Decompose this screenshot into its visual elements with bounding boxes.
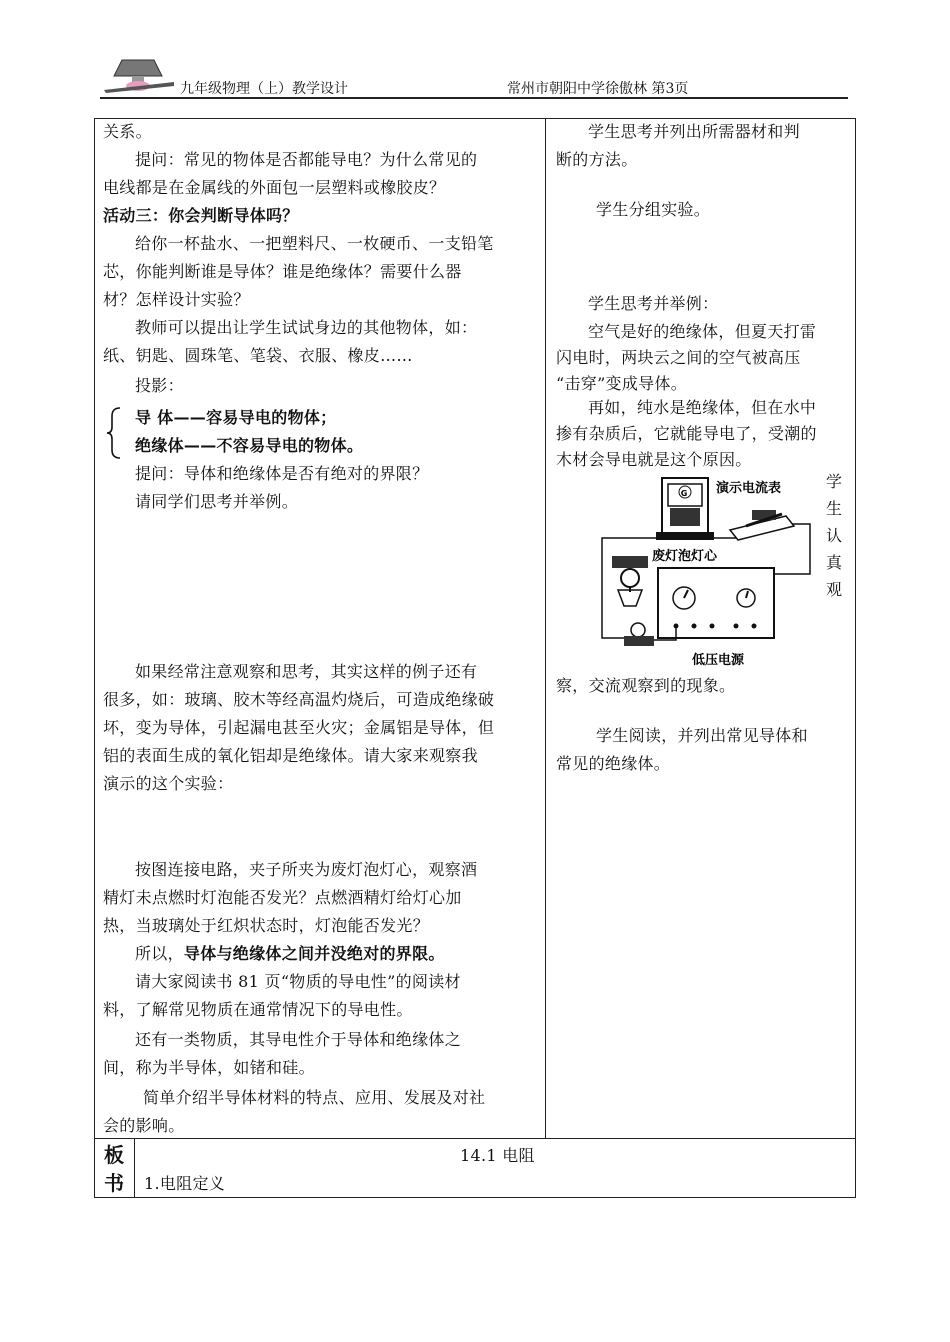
text-line: 教师可以提出让学生试试身边的其他物体，如：	[135, 318, 478, 337]
circuit-diagram	[596, 474, 818, 670]
text-line: 简单介绍半导体材料的特点、应用、发展及对社	[143, 1088, 486, 1107]
text-line: 铝的表面生成的氧化铝却是绝缘体。请大家来观察我	[103, 746, 478, 765]
text-line: 材？怎样设计实验？	[103, 290, 250, 309]
text-line: 精灯未点燃时灯泡能否发光？点燃酒精灯给灯心加	[103, 888, 462, 907]
text-line: 间，称为半导体，如锗和硅。	[103, 1058, 315, 1077]
power-supply-label: 低压电源	[692, 653, 745, 668]
text-line: 提问：导体和绝缘体是否有绝对的界限？	[135, 464, 429, 483]
text-line: 纸、钥匙、圆珠笔、笔袋、衣服、橡皮……	[103, 346, 413, 365]
header-rule	[100, 97, 848, 99]
header-course-title: 九年级物理（上）教学设计	[180, 81, 348, 97]
text-line: 察，交流观察到的现象。	[556, 676, 736, 695]
ammeter-g-label: G	[680, 489, 688, 498]
text-line: 断的方法。	[556, 150, 638, 169]
text-line: 还有一类物质，其导电性介于导体和绝缘体之	[135, 1030, 462, 1049]
text-line: 学生思考并列出所需器材和判	[588, 122, 800, 141]
lamp-logo-icon	[104, 56, 176, 98]
text-line: 常见的绝缘体。	[556, 754, 671, 773]
definition-conductor: 导 体——容易导电的物体；	[135, 408, 337, 427]
text-line: 学生分组实验。	[596, 200, 711, 219]
vertical-char: 认	[825, 526, 842, 545]
text-line: 投影：	[135, 376, 184, 395]
text-line: 给你一杯盐水、一把塑料尺、一枚硬币、一支铅笔	[135, 234, 494, 253]
text-line: “击穿”变成导体。	[556, 374, 688, 393]
text-line	[135, 940, 445, 967]
board-title: 14.1 电阻	[460, 1146, 535, 1165]
vertical-char: 生	[825, 499, 842, 518]
text-line: 木材会导电就是这个原因。	[556, 450, 752, 469]
text-line: 学生阅读，并列出常见导体和	[596, 726, 808, 745]
ammeter-label: 演示电流表	[716, 481, 782, 496]
text-line: 闪电时，两块云之间的空气被高压	[556, 348, 801, 367]
board-label-ban: 板	[104, 1143, 124, 1167]
power-supply-icon	[658, 568, 774, 638]
text-line: 提问：常见的物体是否都能导电？为什么常见的	[135, 150, 478, 169]
definition-insulator: 绝缘体——不容易导电的物体。	[135, 436, 364, 455]
text-span: 所以，	[135, 944, 184, 963]
text-line: 芯，你能判断谁是导体？谁是绝缘体？需要什么器	[103, 262, 462, 281]
vertical-char: 真	[825, 553, 842, 572]
column-divider	[545, 118, 546, 1139]
page-header	[100, 64, 848, 100]
board-row-divider	[94, 1138, 856, 1139]
text-line: 会的影响。	[103, 1116, 185, 1135]
text-line: 请同学们思考并举例。	[135, 492, 299, 511]
bulb-core-label: 废灯泡灯心	[652, 549, 718, 564]
text-line: 坏，变为导体，引起漏电甚至火灾；金属铝是导体，但	[103, 718, 495, 737]
text-line: 关系。	[103, 122, 152, 141]
activity-heading: 活动三：你会判断导体吗？	[103, 206, 299, 225]
text-line: 请大家阅读书 81 页“物质的导电性”的阅读材	[135, 972, 461, 991]
vertical-text	[824, 468, 844, 603]
ammeter-icon	[656, 478, 714, 540]
header-school-page: 常州市朝阳中学徐傲林 第3页	[507, 81, 689, 97]
text-line: 学生思考并举例：	[588, 294, 719, 313]
left-brace-icon	[106, 406, 122, 460]
text-line: 很多，如：玻璃、胶木等经高温灼烧后，可造成绝缘破	[103, 690, 495, 709]
text-line: 空气是好的绝缘体，但夏天打雷	[588, 322, 817, 341]
text-line: 如果经常注意观察和思考，其实这样的例子还有	[135, 662, 478, 681]
board-label-shu: 书	[104, 1171, 124, 1195]
text-line: 再如，纯水是绝缘体，但在水中	[588, 398, 817, 417]
text-line: 掺有杂质后，它就能导电了，受潮的	[556, 424, 817, 443]
text-line: 料，了解常见物质在通常情况下的导电性。	[103, 1000, 413, 1019]
board-item: 1.电阻定义	[144, 1174, 226, 1193]
vertical-char: 观	[825, 580, 842, 599]
board-label-divider	[134, 1138, 135, 1198]
text-line: 按图连接电路，夹子所夹为废灯泡灯心，观察酒	[135, 860, 478, 879]
text-line: 热，当玻璃处于红炽状态时，灯泡能否发光？	[103, 916, 430, 935]
conclusion-text: 导体与绝缘体之间并没绝对的界限。	[183, 944, 445, 963]
text-line: 电线都是在金属线的外面包一层塑料或橡胶皮？	[103, 178, 446, 197]
vertical-char: 学	[825, 472, 842, 491]
text-line: 演示的这个实验：	[103, 774, 234, 793]
